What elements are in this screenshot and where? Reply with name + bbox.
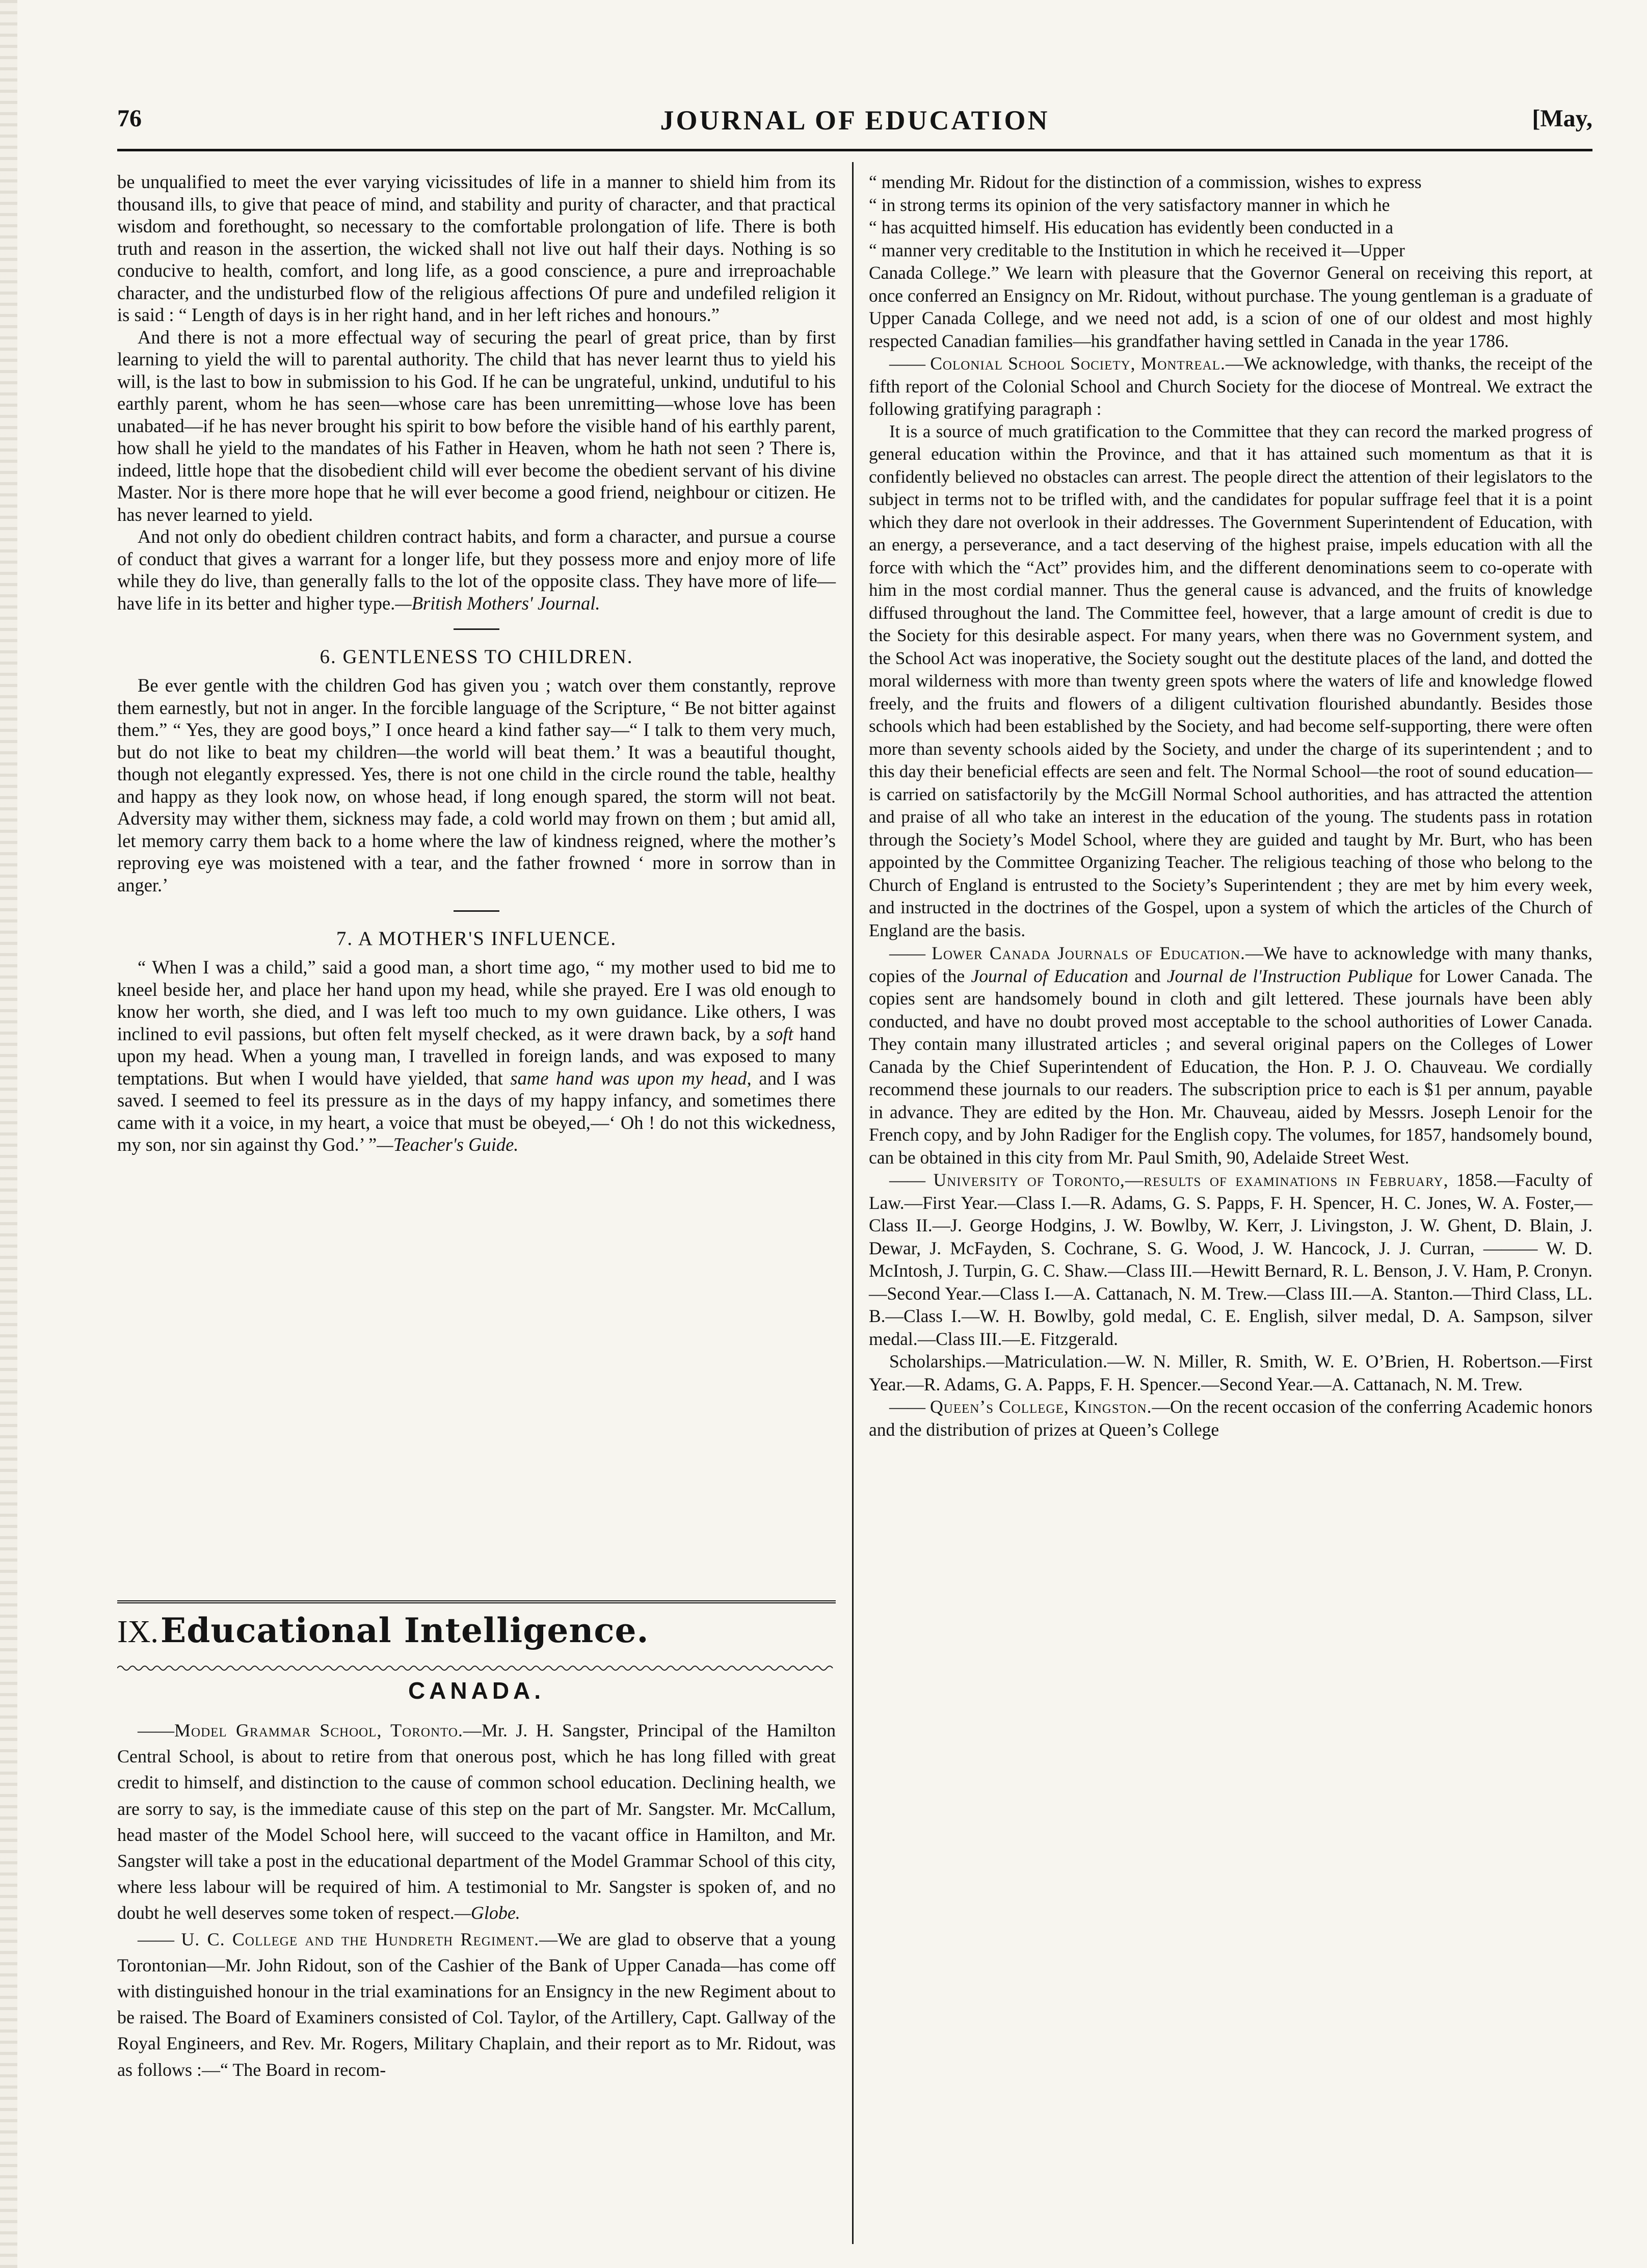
paragraph: Be ever gentle with the children God has given you ; watch over them constantly, reprove them earnestly, but not in anger. In the forcible language of the Scripture, “ Be not bitter against them.” “ Yes, they are good boys,” I once heard a kind father say—“ I talk to them very much, but do not like to beat my children—the world will beat them.’ It was a beautiful thought, though not elegantly expressed. Yes, there is not one child in the circle round the table, healthy and happy as they look now, on whose head, if long enough spared, the storm will not beat. Adversity may wither them, sickness may fade, a cold world may frown on them ; but amid all, let memory carry them back to a home where the law of kindness reigned, where the mother’s reproving eye was moistened with a tear, and the father frowned ‘ more in sorrow than in anger.’ (117, 675, 836, 895)
section-6-title: 6. GENTLENESS TO CHILDREN. (320, 646, 633, 668)
left-column (117, 171, 836, 1156)
section-separator (454, 628, 499, 630)
column-divider (852, 162, 854, 2244)
paragraph: “ When I was a child,” said a good man, a short time ago, “ my mother used to bid me to kneel beside her, and place her hand upon my head, while she prayed. Ere I was old enough to know her worth, she died, and I was left too much to my own guidance. Like others, I was inclined to evil passions, but often felt myself checked, as it were drawn back, by a soft hand upon my head. When a young man, I travelled in foreign lands, and was exposed to many temptations. But when I would have yielded, that same hand was upon my head, and I was saved. I seemed to feel its pressure as in the days of my happy infancy, and sometimes there came with it a voice, in my heart, a voice that must be obeyed,—‘ Oh ! do not this wickedness, my son, nor sin against thy God.’ ”—Teacher's Guide. (117, 957, 836, 1155)
section-ix-heading (117, 1600, 836, 1656)
source-credit: —British Mothers' Journal. (395, 592, 600, 614)
paragraph: And there is not a more effectual way of securing the pearl of great price, than by first learning to yield the will to parental authority. The child that has never learnt thus to yield his will, is the last to bow in submission to his God. If he can be ungrateful, unkind, undutiful to his earthly parent, whom he has seen—whose care has been unremitting—whose love has been unabated—if he has never brought his spirit to bow before the visible hand of his earthly parent, how shall he yield to the mandates of his Father in Heaven, whom he hath not seen ? There is, indeed, little hope that the disobedient child will ever become the obedient servant of his divine Master. Nor is there more hope that he will ever become a good friend, neighbour or citizen. He has never learned to yield. (117, 326, 836, 525)
paragraph: And not only do obedient children contract habits, and form a character, and pursue a course of conduct that gives a warrant for a longer life, but they possess more and enjoy more of life while they do live, than generally falls to the lot of the opposite class. They have more of life—have life in its better and higher type.—British Mothers' Journal. (117, 526, 836, 614)
scholarships: Scholarships.—Matriculation.—W. N. Miller, R. Smith, W. E. O’Brien, H. Robertson.—First Year.—R. Adams, G. A. Papps, F. H. Spencer.—Second Year.—A. Cattanach, N. M. Trew. (869, 1351, 1592, 1394)
news-item: ——Model Grammar School, Toronto.—Mr. J. H. Sangster, Principal of the Hamilton Central School, is about to retire from that onerous post, which he has long filled with great credit to himself, and distinction to the cause of common school education. Declining health, we are sorry to say, is the immediate cause of this step on the part of Mr. Sangster. Mr. McCallum, head master of the Model School here, will succeed to the vacant office in Hamilton, and Mr. Sangster will take a post in the educational department of the Model Grammar School of this city, where less labour will be required of him. A testimonial to Mr. Sangster is spoken of, and no doubt he well deserves some token of respect.—Globe. (117, 1720, 836, 1923)
paragraph: Canada College.” We learn with pleasure that the Governor General on receiving this report, at once conferred an Ensigncy on Mr. Ridout, without purchase. The young gentleman is a graduate of Upper Canada College, and we need not add, is a scion of one of our oldest and most highly respected Canadian families—his grandfather having settled in Canada in the year 1786. (869, 262, 1592, 351)
paragraph: be unqualified to meet the ever varying vicissitudes of life in a manner to shield him from its thousand ills, to give that peace of mind, and stability and purity of character, and that practical wisdom and forethought, so necessary to the comfortable prolongation of life. There is both truth and reason in the assertion, the wicked shall not live out half their days. Nothing is so conducive to health, comfort, and long life, as a good conscience, a pure and irreproachable character, and the undisturbed flow of the religious affections Of pure and undefiled religion it is said : “ Length of days is in her right hand, and in her left riches and honours.” (117, 171, 836, 325)
section-separator (454, 910, 499, 912)
canada-subhead: CANADA. (408, 1677, 545, 1704)
extract-paragraph: It is a source of much gratification to the Committee that they can record the marked progress of general education within the Province, and that it has attained such momentum as that it is confidently believed no obstacles can arrest. The people direct the attention of their legislators to the subject in terms not to be trifled with, and the candidates for popular suffrage feel that it is a point which they dare not overlook in their addresses. The Government Superintendent of Education, with an energy, a perseverance, and a tact deserving of the highest praise, impels education with all the force with which the “Act” provides him, and the different denominations seem to co-operate with him in the most cordial manner. Thus the general cause is advanced, and the fruits of knowledge diffused throughout the land. The Committee feel, however, that a large amount of credit is due to the Society for this desirable aspect. For many years, when there was no Government system, and the School Act was inoperative, the Society sought out the destitute places of the land, and dotted the moral wilderness with more than twenty green spots where the waters of life and knowledge flowed freely, and the fruits and flowers of a diligent cultivation flourished abundantly. Besides those schools which had been established by the Society, and had become self-supporting, there were often more than seventy schools aided by the Society, and under the charge of its superintendent ; and to this day their beneficial effects are seen and felt. The Normal School—the root of sound education—is carried on satisfactorily by the McGill Normal School authorities, and has attracted the attention and praise of all who take an interest in the education of the young. The students pass in rotation through the Society’s Model School, where they are guided and taught by Mr. Burt, who has been appointed by the Committee Organizing Teacher. The religious teaching of those who belong to the Church of England is entrusted to the Society’s Superintendent ; they are met by him every week, and instructed in the doctrines of the Gospel, upon a system of which the articles of the Church of England are the basis. (869, 421, 1592, 940)
news-item: —— Queen’s College, Kingston.—On the recent occasion of the conferring Academic honors and the distribution of prizes at Queen’s College (869, 1396, 1592, 1440)
section-7-title: 7. A MOTHER'S INFLUENCE. (336, 928, 617, 950)
canada-news-left (117, 1718, 836, 2083)
scan-edge (0, 0, 17, 2268)
news-item: —— Lower Canada Journals of Education.—We have to acknowledge with many thanks, copies of the Journal of Education and Journal de l'Instruction Publique for Lower Canada. The copies sent are handsomely bound in cloth and gilt lettered. These journals have been ably conducted, and have no doubt proved most acceptable to the school authorities of Lower Canada. They contain many illustrated articles ; and several original papers on the Colleges of Lower Canada by the Chief Superintendent of Education, the Hon. P. J. O. Chauveau. We cordially recommend these journals to our readers. The subscription price to each is $1 per annum, payable in advance. They are edited by the Hon. Mr. Chauveau, aided by Messrs. Joseph Lenoir for the French copy, and by John Radiger for the English copy. The volumes, for 1857, handsomely bound, can be obtained in this city from Mr. Paul Smith, 90, Adelaide Street West. (869, 943, 1593, 1168)
page-header (117, 104, 1592, 150)
header-rule (117, 149, 1592, 151)
ridout-quote: “ mending Mr. Ridout for the distinction of a commission, wishes to express “ in strong terms its opinion of the very satisfactory manner in which he “ has acquitted himself. His education has evidently been conducted in a “ manner very creditable to the Institution in which he received it—Upper (869, 172, 1422, 260)
journal-title: JOURNAL OF EDUCATION (660, 105, 1050, 136)
page-number: 76 (117, 105, 142, 132)
month-label: [May, (1532, 105, 1592, 132)
news-item: —— University of Toronto,—results of examinations in February, 1858.—Faculty of Law.—First Year.—Class I.—R. Adams, G. S. Papps, F. H. Spencer, H. C. Jones, W. A. Foster,—Class II.—J. George Hodgins, J. W. Bowlby, W. Kerr, J. Livingston, J. W. Ghent, D. Blain, J. Dewar, J. McFayden, S. Cochrane, S. G. Wood, J. W. Hancock, J. J. Curran, ——— W. D. McIntosh, J. Turpin, G. C. Shaw.—Class III.—Hewitt Bernard, R. L. Benson, J. V. Ham, P. Cronyn.—Second Year.—Class I.—A. Cattanach, N. M. Trew.—Class III.—A. Stanton.—Third Class, LL. B.—Class I.—W. H. Bowlby, gold medal, C. E. English, silver medal, D. A. Sampson, silver medal.—Class III.—E. Fitzgerald. (869, 1170, 1592, 1349)
source-credit: —Teacher's Guide. (377, 1134, 519, 1155)
section-number: IX. (117, 1615, 158, 1649)
section-title: Educational Intelligence. (160, 1611, 649, 1650)
wavy-rule (117, 1664, 836, 1672)
news-item: —— U. C. College and the Hundreth Regiment.—We are glad to observe that a young Torontonian—Mr. John Ridout, son of the Cashier of the Bank of Upper Canada—has come off with distinguished honour in the trial examinations for an Ensigncy in the new Regiment about to be raised. The Board of Examiners consisted of Col. Taylor, of the Artillery, Capt. Gallway of the Royal Engineers, and Rev. Mr. Rogers, Military Chaplain, and their report as to Mr. Ridout, was as follows :—“ The Board in recom- (117, 1929, 836, 2080)
news-item: —— Colonial School Society, Montreal.—We acknowledge, with thanks, the receipt of the fifth report of the Colonial School and Church Society for the diocese of Montreal. We extract the following gratifying paragraph : (869, 353, 1593, 419)
right-column (869, 171, 1592, 1441)
